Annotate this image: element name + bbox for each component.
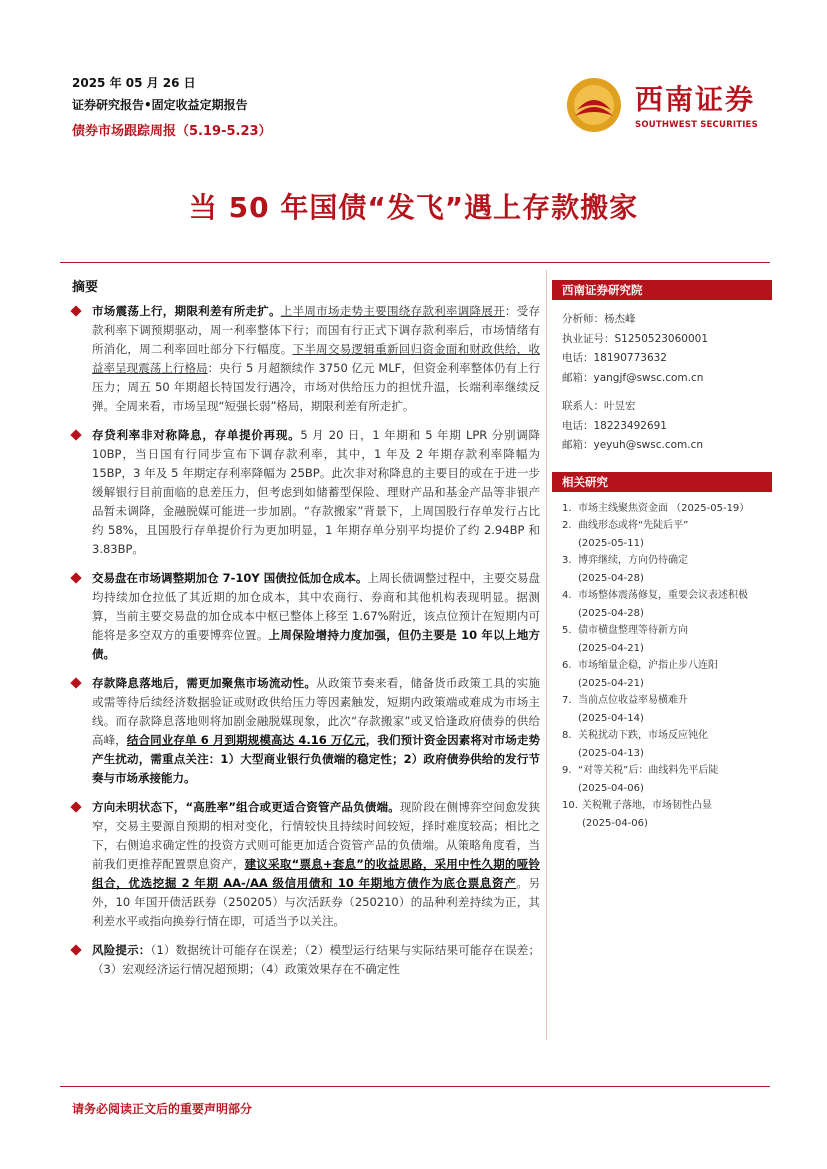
bullet-icon — [70, 801, 81, 812]
related-title: 博弈继续，方向仍待确定 — [578, 555, 688, 566]
bullet-icon — [70, 572, 81, 583]
related-num: 4. — [562, 590, 572, 601]
abstract-paragraph — [72, 674, 540, 788]
related-num: 1. — [562, 502, 572, 514]
related-research-header: 相关研究 — [552, 472, 772, 492]
abstract-paragraph — [72, 426, 540, 559]
analyst-email[interactable]: 邮箱：yangjf@swsc.com.cn — [562, 371, 704, 384]
related-title: 关税靴子落地，市场韧性凸显 — [582, 800, 712, 811]
paragraph-text: 上周长债调整过程中，主要交易盘均持续加仓拉低了其近期的加仓成本，其中农商行、券商和其他机构表现明显。据测算，当前主要交易盘的加仓成本中枢已整体上移至 1.67%附近，该点位预计在短期内可能将是多空双方的重要博弈位置。 — [92, 571, 540, 642]
related-num: 6. — [562, 660, 572, 671]
related-date: (2025-04-06) — [582, 817, 648, 829]
bullet-icon — [70, 429, 81, 440]
bullet-icon — [70, 944, 81, 955]
related-item[interactable] — [562, 657, 772, 692]
paragraph-text: （1）数据统计可能存在误差；（2）模型运行结果与实际结果可能存在误差；（3）宏观经济运行情况超预期；（4）政策效果存在不确定性 — [92, 943, 540, 976]
related-num: 9. — [562, 765, 572, 776]
paragraph-underline: 下半周交易逻辑重新回归资金面和财政供给，收益率呈现震荡上行格局 — [92, 342, 541, 375]
related-date: (2025-04-28) — [578, 572, 644, 584]
related-date: (2025-04-21) — [578, 677, 644, 689]
paragraph-bold-underline: 建议采取“票息+套息”的收益思路，采用中性久期的哑铃组合，优选挖掘 2 年期 AA-/AA 级信用债和 10 年期地方债作为底仓票息资产 — [92, 857, 541, 890]
related-date: (2025-05-11) — [578, 537, 644, 549]
paragraph-text: 现阶段在侧博弈空间愈发狭窄，交易主要源自预期的相对变化，行情较快且持续时间较短，择时难度较高；相比之下，右侧追求确定性的投资方式则可能更加适合资管产品的负债端。从策略角度看，当前我们更推荐配置票息资产， — [92, 800, 540, 871]
paragraph-lead: 存贷利率非对称降息，存单提价再现。 — [92, 428, 301, 442]
related-title: 债市横盘整理等待新方向 — [578, 625, 688, 636]
related-item[interactable] — [562, 762, 772, 797]
logo-name-en: SOUTHWEST SECURITIES — [635, 120, 758, 130]
contact-block — [552, 300, 772, 456]
related-date: (2025-04-28) — [578, 607, 644, 619]
paragraph-text: 5 月 20 日，1 年期和 5 年期 LPR 分别调降 10BP，当日国有行同步宣布下调存款利率，其中，1 年及 2 年期存款利率降幅为 15BP，3 年及 5 年期定存利率降幅为 25BP。此次非对称降息的主要目的或在于进一步缓解银行目前面临的息差压力，但考虑到如储蓄型保险、理财产品和基金产品等非银产品暂未调降，金融脱媒可能进一步加剧。“存款搬家”背景下，上周国股行存单发行占比约 58%，且国股行存单提价行为更加明显，1 年期存单分别平均提价了约 2.94BP 和 3.83BP。 — [92, 428, 540, 556]
related-item[interactable] — [562, 797, 772, 832]
paragraph-lead: 方向未明状态下，“高胜率”组合或更适合资管产品负债端。 — [92, 800, 400, 814]
paragraph-text: 。另外，10 年国开债活跃券（250205）与次活跃券（250210）的品种利差持续为正，其利差水平或指向换券行情在即，可适当予以关注。 — [92, 876, 541, 928]
analyst-name: 分析师：杨杰峰 — [562, 313, 636, 325]
related-item[interactable] — [562, 552, 772, 587]
abstract-paragraph — [72, 569, 540, 664]
related-title: “对等关税”后：曲线料先平后陡 — [578, 765, 719, 776]
abstract-paragraph — [72, 798, 540, 931]
related-num: 7. — [562, 695, 572, 706]
institute-header: 西南证券研究院 — [552, 280, 772, 300]
paragraph-lead: 交易盘在市场调整期加仓 7-10Y 国债拉低加仓成本。 — [92, 571, 368, 585]
abstract-heading: 摘要 — [72, 280, 99, 295]
paragraph-text: ：央行 5 月超额续作 3750 亿元 MLF，但资金利率整体仍有上行压力；周五 50 年期超长特国发行遇冷，市场对供给压力的担忧升温，长端利率继续反弹。全周来看，市场呈现“短强长弱”格局，期限利差有所走扩。 — [92, 361, 540, 413]
contact-phone: 电话：18223492691 — [562, 419, 667, 432]
paragraph-lead: 风险提示： — [92, 943, 151, 957]
abstract-paragraph — [72, 302, 540, 416]
company-logo — [565, 74, 765, 134]
related-num: 10. — [562, 800, 578, 811]
sidebar — [552, 280, 772, 832]
paragraph-text: 从政策节奏来看，储备货币政策工具的实施或需等待后续经济数据验证或财政供给压力等因素触发，短期内政策端或难成为市场主线。而存款降息落地则将加剧金融脱媒现象，此次“存款搬家”或叉恰逢政府债券的供给高峰， — [92, 676, 541, 747]
column-divider — [546, 270, 547, 1040]
paragraph-lead: 存款降息落地后，需更加聚焦市场流动性。 — [92, 676, 317, 690]
contact-name: 联系人：叶昱宏 — [562, 400, 636, 412]
analyst-license: 执业证号：S1250523060001 — [562, 332, 709, 345]
risk-paragraph — [72, 941, 540, 979]
related-research-list — [552, 492, 772, 833]
related-num: 2. — [562, 520, 572, 531]
bottom-divider — [60, 1086, 770, 1087]
related-num: 3. — [562, 555, 572, 566]
related-date: (2025-04-14) — [578, 712, 644, 724]
related-title: 曲线形态或将“先陡后平” — [578, 520, 689, 531]
top-divider — [60, 262, 770, 263]
paragraph-underline: 上半周市场走势主要围绕存款利率调降展开 — [280, 304, 505, 318]
related-date: (2025-04-06) — [578, 782, 644, 794]
related-item[interactable] — [562, 587, 772, 622]
related-num: 8. — [562, 730, 572, 741]
paragraph-bold: 上周保险增持力度加强，但仍主要是 10 年以上地方债。 — [92, 628, 540, 661]
report-date: 2025 年 05 月 26 日 — [72, 76, 196, 90]
bullet-icon — [70, 305, 81, 316]
related-item[interactable] — [562, 692, 772, 727]
related-item[interactable] — [562, 517, 772, 552]
paragraph-bold: ，我们预计资金因素将对市场走势产生扰动，需重点关注：1）大型商业银行负债端的稳定性；2）政府债券供给的发行节奏与市场承接能力。 — [92, 733, 541, 785]
logo-name-cn: 西南证券 — [635, 83, 756, 116]
report-series: 债券市场跟踪周报（5.19-5.23） — [72, 124, 272, 139]
analyst-phone: 电话：18190773632 — [562, 352, 667, 364]
contact-email[interactable]: 邮箱：yeyuh@swsc.com.cn — [562, 439, 704, 451]
bullet-icon — [70, 677, 81, 688]
report-type: 证券研究报告•固定收益定期报告 — [72, 98, 248, 112]
paragraph-text: ：受存款利率下调预期驱动，周一利率整体下行；而国有行正式下调存款利率后，市场情绪有所消化，周二利率回吐部分下行幅度。 — [92, 304, 541, 356]
paragraph-bold-underline: 结合同业存单 6 月到期规模高达 4.16 万亿元 — [126, 733, 366, 747]
logo-emblem-icon — [565, 76, 623, 134]
abstract-body — [72, 302, 540, 989]
related-title: 关税扰动下跌，市场反应钝化 — [578, 730, 708, 741]
page-title: 当 50 年国债“发飞”遇上存款搬家 — [188, 191, 639, 224]
related-item[interactable] — [562, 727, 772, 762]
related-date: (2025-04-21) — [578, 642, 644, 654]
related-title: 市场主线聚焦资金面 （2025-05-19） — [578, 502, 750, 514]
related-title: 市场缩量企稳，沪指止步八连阳 — [578, 660, 718, 671]
disclaimer-footer: 请务必阅读正文后的重要声明部分 — [72, 1102, 253, 1116]
related-date: (2025-04-13) — [578, 747, 644, 759]
related-title: 当前点位收益率易横难升 — [578, 695, 688, 706]
related-title: 市场整体震荡修复，重要会议表述积极 — [578, 590, 748, 601]
related-item[interactable] — [562, 500, 772, 518]
paragraph-lead: 市场震荡上行，期限利差有所走扩。 — [92, 304, 281, 318]
related-item[interactable] — [562, 622, 772, 657]
related-num: 5. — [562, 625, 572, 636]
